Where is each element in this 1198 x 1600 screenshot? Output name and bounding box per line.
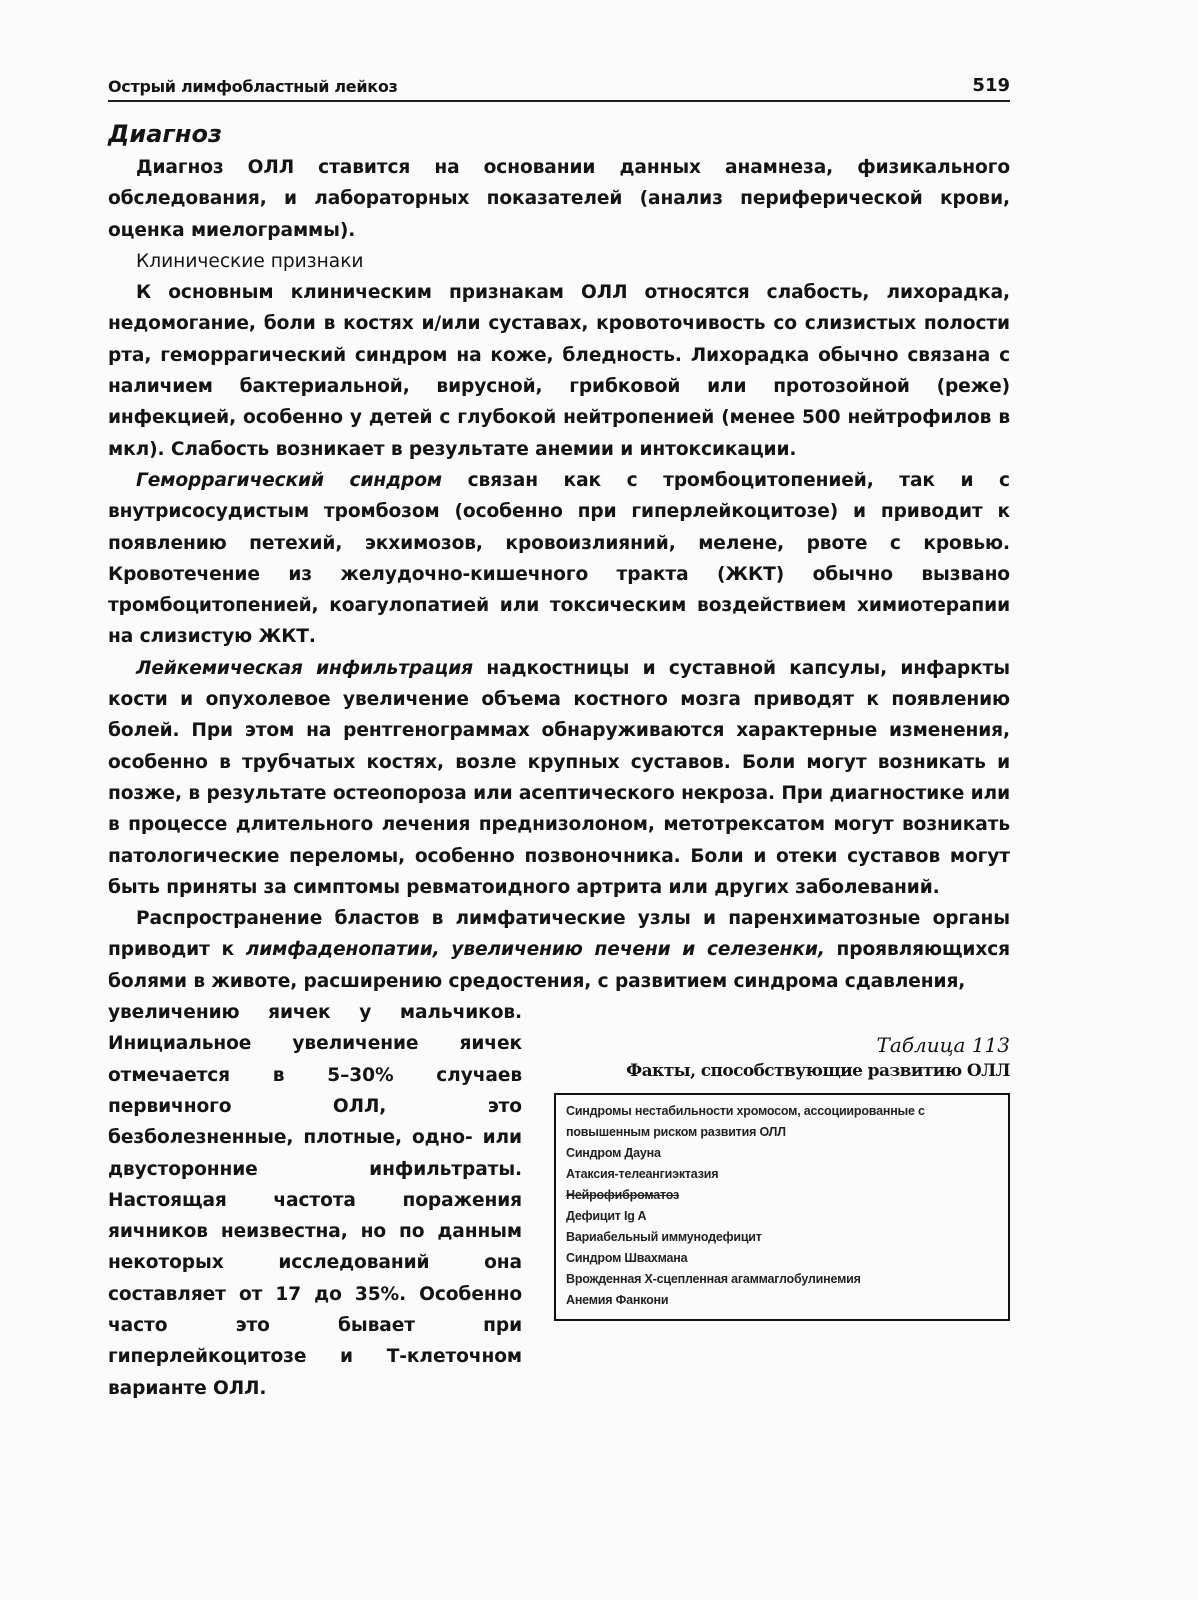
table-item: Дефицит Ig A xyxy=(566,1209,647,1224)
table-item: Синдромы нестабильности хромосом, ассоциированные с повышенным риском развития ОЛЛ xyxy=(566,1104,925,1140)
table-box xyxy=(554,1093,1010,1321)
paragraph-spread-text: проявляющихся болями в животе, расширению средостения, с развитием синдрома сдавления, xyxy=(108,939,1011,992)
table-item: Синдром Дауна xyxy=(566,1146,661,1161)
term-lymphadenopathy: лимфаденопатии, увеличению печени и селезенки, xyxy=(245,939,825,961)
table-number: Таблица 113 xyxy=(876,1033,1010,1058)
paragraph-infiltration-text: надкостницы и суставной капсулы, инфаркты кости и опухолевое увеличение объема костного мозга приводят к появлению болей. При этом на рентгенограммах обнаруживаются характерные изменения, особенно в трубчатых костях, возле крупных суставов. Боли могут возникать и позже, в результате остеопороза или асептического некроза. При диагностике или в процессе длительного лечения преднизолоном, метотрексатом могут возникать патологические переломы, особенно позвоночника. Боли и отеки суставов могут быть приняты за симптомы ревматоидного артрита или других заболеваний. xyxy=(108,657,1011,898)
paragraph-spread xyxy=(108,903,1010,997)
paragraph-infiltration xyxy=(108,653,1010,903)
table-113 xyxy=(554,1033,1010,1321)
book-page xyxy=(108,70,1011,1399)
bottom-area xyxy=(108,997,1010,1399)
subheading: Клинические признаки xyxy=(136,250,364,272)
text-column xyxy=(108,997,522,1404)
paragraph-hemorrhagic-text: связан как с тромбоцитопенией, так и с внутрисосудистым тромбозом (особенно при гиперлейкоцитозе) и приводит к появлению петехий, экхимозов, кровоизлияний, мелене, рвоте с кровью. Кровотечение из желудочно-кишечного тракта (ЖКТ) обычно вызвано тромбоцитопенией, коагулопатией или токсическим воздействием химиотерапии на слизистую ЖКТ. xyxy=(108,469,1010,648)
section-heading: Диагноз xyxy=(108,120,222,148)
paragraph-spread-start: Распространение бластов в лимфатические узлы и паренхиматозные органы приводит к xyxy=(108,908,1010,961)
running-title: Острый лимфобластный лейкоз xyxy=(108,77,398,96)
paragraph-intro: Диагноз ОЛЛ ставится на основании данных анамнеза, физикального обследования, и лабораторных показателей (анализ периферической крови, оценка миелограммы). xyxy=(108,157,1010,241)
table-item: Анемия Фанкони xyxy=(566,1293,669,1308)
paragraph-hemorrhagic xyxy=(108,465,1010,653)
paragraph-symptoms: К основным клиническим признакам ОЛЛ относятся слабость, лихорадка, недомогание, боли в костях и/или суставах, кровоточивость со слизистых полости рта, геморрагический синдром на коже, бледность. Лихорадка обычно связана с наличием бактериальной, вирусной, грибковой или протозойной (реже) инфекцией, особенно у детей с глубокой нейтропенией (менее 500 нейтрофилов в мкл). Слабость возникает в результате анемии и интоксикации. xyxy=(108,282,1010,460)
term-infiltration: Лейкемическая инфильтрация xyxy=(136,657,473,679)
paragraph-testes: увеличению яичек у мальчиков. Инициальное увеличение яичек отмечается в 5–30% случаев первичного ОЛЛ, это безболезненные, плотные, одно- или двусторонние инфильтраты. Настоящая частота поражения яичников неизвестна, но по данным некоторых исследований она составляет от 17 до 35%. Особенно часто это бывает при гиперлейкоцитозе и Т-клеточном варианте ОЛЛ. xyxy=(108,1002,522,1399)
table-item: Атаксия-телеангиэктазия xyxy=(566,1167,719,1182)
table-item: Вариабельный иммунодефицит xyxy=(566,1230,762,1245)
table-title: Факты, способствующие развитию ОЛЛ xyxy=(626,1061,1010,1082)
table-item: Врожденная Х-сцепленная агаммаглобулинемия xyxy=(566,1272,861,1287)
term-hemorrhagic: Геморрагический синдром xyxy=(136,469,443,491)
table-item: Нейрофиброматоз xyxy=(566,1188,680,1203)
table-item: Синдром Швахмана xyxy=(566,1251,688,1266)
page-number: 519 xyxy=(972,75,1010,96)
running-head xyxy=(108,70,1010,102)
